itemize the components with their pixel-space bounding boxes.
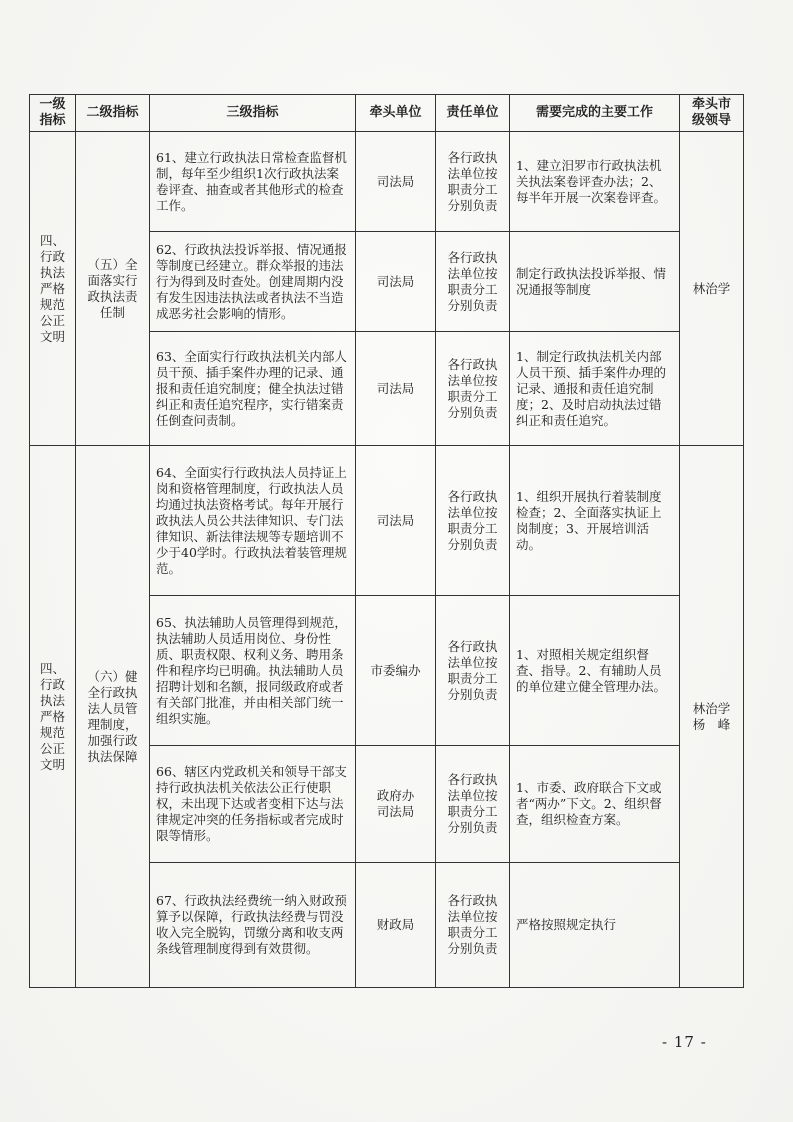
level2-line: 理制度， [87, 716, 138, 732]
indicator-cell: 67、行政执法经费统一纳入财政预算予以保障，行政执法经费与罚没收入完全脱钩，罚缴分离和收支两条线管理制度得到有效贯彻。 [150, 863, 356, 988]
indicator-cell: 62、行政执法投诉举报、情况通报等制度已经建立。群众举报的违法行为得到及时查处。创建周期内没有发生因违法执法或者执法不当造成恶劣社会影响的情形。 [150, 232, 356, 332]
level2-line: 法人员管 [87, 700, 138, 716]
header-lead-leader-line: 级领导 [691, 113, 731, 128]
level1-line: 行政 [39, 676, 65, 692]
lead-unit-cell: 司法局 [356, 232, 436, 332]
indicator-table [29, 94, 744, 988]
level1-line: 严格 [39, 708, 65, 724]
lead-unit-cell: 司法局 [356, 332, 436, 446]
lead-unit-cell: 财政局 [356, 863, 436, 988]
header-lead-leader-line: 牵头市 [691, 97, 731, 112]
main-work-cell: 1、制定行政执法机关内部人员干预、插手案件办理的记录、通报和责任追究制度；2、及时启动执法过错纠正和责任追究。 [510, 332, 680, 446]
level1-line: 规范 [39, 296, 65, 312]
level2-line: 面落实行 [87, 272, 138, 288]
level1-line: 公正 [39, 740, 65, 756]
page-number: - 17 - [662, 1033, 707, 1051]
level2-cell [76, 446, 150, 988]
main-work-cell: 制定行政执法投诉举报、情况通报等制度 [510, 232, 680, 332]
level1-line: 严格 [39, 280, 65, 296]
level1-line: 规范 [39, 724, 65, 740]
main-work-cell: 1、对照相关规定组织督查、指导。2、有辅助人员的单位建立健全管理办法。 [510, 596, 680, 746]
level1-cell [30, 446, 76, 988]
lead-unit-cell [356, 746, 436, 863]
responsible-unit-cell: 各行政执法单位按职责分工分别负责 [436, 863, 510, 988]
header-level1 [30, 95, 76, 132]
header-responsible-unit: 责任单位 [436, 95, 510, 132]
level1-line: 执法 [39, 692, 65, 708]
table-row [30, 446, 744, 596]
header-level2: 二级指标 [76, 95, 150, 132]
main-work-cell: 1、组织开展执行着装制度检查；2、全面落实执证上岗制度；3、开展培训活动。 [510, 446, 680, 596]
level2-line: 任制 [99, 304, 125, 320]
level2-line: （六）健 [87, 668, 138, 684]
level1-line: 执法 [39, 264, 65, 280]
indicator-cell: 61、建立行政执法日常检查监督机制，每年至少组织1次行政执法案卷评查、抽查或者其他形式的检查工作。 [150, 132, 356, 232]
indicator-cell: 64、全面实行行政执法人员持证上岗和资格管理制度，行政执法人员均通过执法资格考试。每年开展行政执法人员公共法律知识、专门法律知识、新法律法规等专题培训不少于40学时。行政执法着装管理规范。 [150, 446, 356, 596]
indicator-cell: 63、全面实行行政执法机关内部人员干预、插手案件办理的记录、通报和责任追究制度；健全执法过错纠正和责任追究程序，实行错案责任倒查问责制。 [150, 332, 356, 446]
lead-unit-line: 司法局 [376, 804, 415, 819]
header-row [30, 95, 744, 132]
main-work-cell: 1、市委、政府联合下文或者“两办”下文。2、组织督查，组织检查方案。 [510, 746, 680, 863]
lead-unit-cell: 司法局 [356, 132, 436, 232]
level1-cell [30, 132, 76, 446]
level1-line: 文明 [39, 328, 65, 344]
level1-line: 文明 [39, 756, 65, 772]
header-level3: 三级指标 [150, 95, 356, 132]
lead-unit-cell: 司法局 [356, 446, 436, 596]
level1-line: 四、 [39, 232, 65, 248]
main-work-cell: 严格按照规定执行 [510, 863, 680, 988]
table-row [30, 132, 744, 232]
responsible-unit-cell: 各行政执法单位按职责分工分别负责 [436, 446, 510, 596]
lead-leader-line: 杨 峰 [692, 716, 731, 732]
header-level1-line: 一级 [39, 97, 66, 112]
level2-line: 政执法责 [87, 288, 138, 304]
lead-unit-line: 政府办 [376, 788, 415, 803]
responsible-unit-cell: 各行政执法单位按职责分工分别负责 [436, 132, 510, 232]
header-lead-leader [680, 95, 744, 132]
level2-line: 执法保障 [87, 748, 138, 764]
lead-unit-cell: 市委编办 [356, 596, 436, 746]
responsible-unit-cell: 各行政执法单位按职责分工分别负责 [436, 746, 510, 863]
responsible-unit-cell: 各行政执法单位按职责分工分别负责 [436, 596, 510, 746]
header-level1-line: 指标 [39, 113, 66, 128]
level2-line: 全行政执 [87, 684, 138, 700]
lead-leader-cell [680, 446, 744, 988]
responsible-unit-cell: 各行政执法单位按职责分工分别负责 [436, 232, 510, 332]
level1-line: 公正 [39, 312, 65, 328]
level2-cell [76, 132, 150, 446]
main-work-cell: 1、建立汨罗市行政执法机关执法案卷评查办法；2、每半年开展一次案卷评查。 [510, 132, 680, 232]
level1-line: 行政 [39, 248, 65, 264]
level2-line: （五）全 [87, 256, 138, 272]
header-main-work: 需要完成的主要工作 [510, 95, 680, 132]
responsible-unit-cell: 各行政执法单位按职责分工分别负责 [436, 332, 510, 446]
level1-line: 四、 [39, 660, 65, 676]
lead-leader-line: 林治学 [692, 700, 731, 716]
indicator-cell: 66、辖区内党政机关和领导干部支持行政执法机关依法公正行使职权，未出现下达或者变相下达与法律规定冲突的任务指标或者完成时限等情形。 [150, 746, 356, 863]
lead-leader-cell: 林治学 [680, 132, 744, 446]
header-lead-unit: 牵头单位 [356, 95, 436, 132]
level2-line: 加强行政 [87, 732, 138, 748]
indicator-cell: 65、执法辅助人员管理得到规范，执法辅助人员适用岗位、身份性质、职责权限、权利义务、聘用条件和程序均已明确。执法辅助人员招聘计划和名额，报同级政府或者有关部门批准，并由相关部门统一组织实施。 [150, 596, 356, 746]
